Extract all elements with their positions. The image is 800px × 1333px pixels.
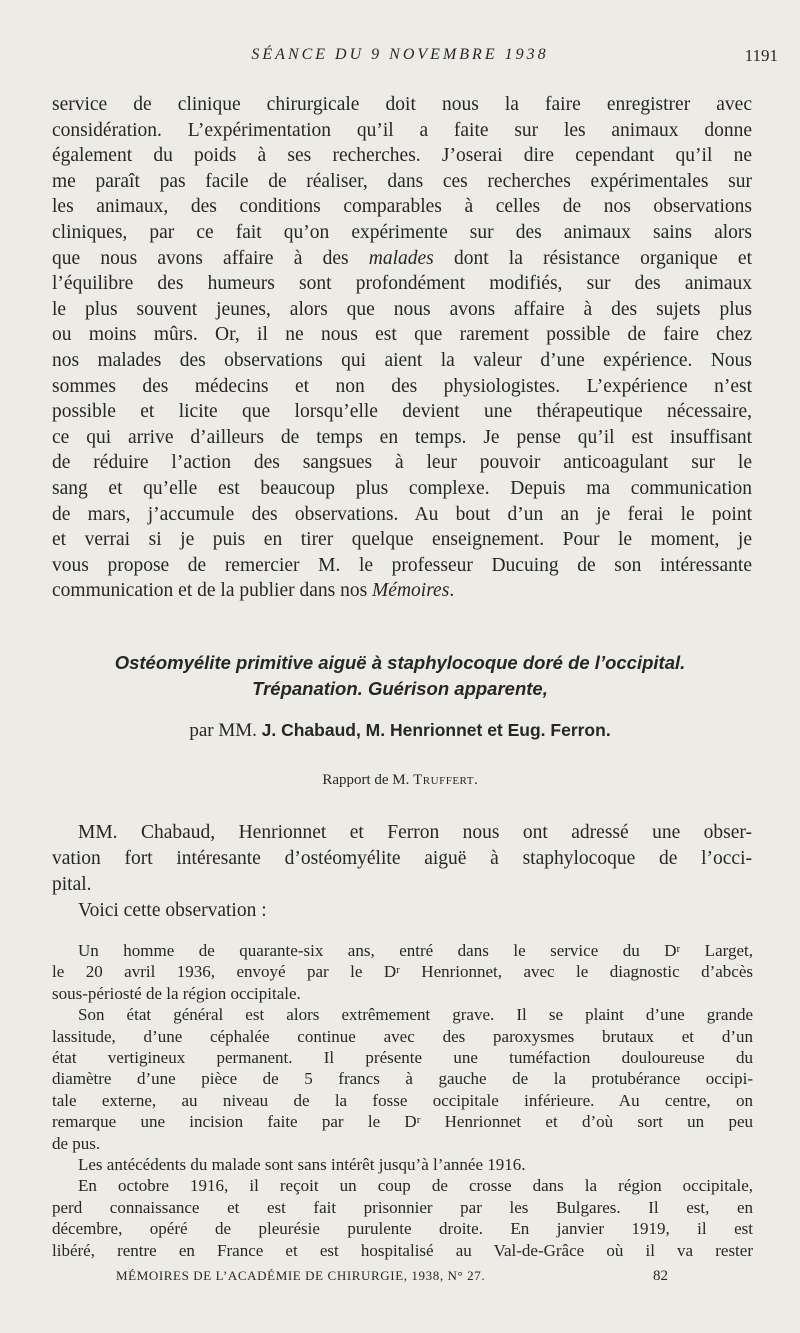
text-line: de mars, j’accumule des observations. Au bout d’un an je ferai le point — [52, 503, 752, 525]
text-line: possible et licite que lorsqu’elle devient une thérapeutique nécessaire, — [52, 401, 752, 423]
text-line: communication et de la publier dans nos Mémoires. — [52, 580, 455, 602]
text-line: MM. Chabaud, Henrionnet et Ferron nous ont adressé une obser- — [78, 822, 752, 843]
authors-prefix: par MM. — [189, 720, 257, 741]
text-line: considération. L’expérimentation qu’il a faite sur les animaux donne — [52, 119, 752, 141]
text-line: tale externe, au niveau de la fosse occipitale inférieure. Au centre, on — [52, 1090, 753, 1110]
italic-word: malades — [368, 247, 434, 269]
text-line: ou moins mûrs. Or, il ne nous est que rarement possible de faire chez — [52, 324, 752, 346]
text-line: décembre, opéré de pleurésie purulente droite. En janvier 1919, il est — [52, 1219, 753, 1239]
running-head — [0, 46, 800, 70]
text-line: remarque une incision faite par le $D^r$ Henrionnet et d’où sort un peu — [52, 1112, 753, 1132]
intro-text — [52, 820, 752, 924]
footer-text: MÉMOIRES DE L’ACADÉMIE DE CHIRURGIE, 1938, N° 27. — [116, 1268, 486, 1283]
text-line: vation fort intéresante d’ostéomyélite aiguë à staphylocoque de l’occi- — [52, 848, 752, 869]
page-number: 1191 — [744, 46, 778, 65]
text-line: lassitude, d’une céphalée continue avec des paroxysmes brutaux et d’un — [52, 1026, 753, 1046]
text-line: En octobre 1916, il reçoit un coup de crosse dans la région occipitale, — [78, 1176, 753, 1196]
rapport-prefix: Rapport de M. — [322, 772, 410, 788]
article-title-line: Trépanation. Guérison apparente, — [252, 678, 548, 699]
text-line: sommes des médecins et non des physiologistes. L’expérience n’est — [52, 375, 752, 397]
footer-number: 82 — [653, 1268, 668, 1284]
text-line: que nous avons affaire à des malades dont la résistance organique et — [52, 247, 753, 269]
text-line: de pus. — [52, 1133, 101, 1153]
text-line: l’équilibre des humeurs sont profondément modifiés, sur des animaux — [52, 273, 752, 295]
text-line: également du poids à ses recherches. J’oserai dire cependant qu’il ne — [52, 145, 752, 167]
text-line: ce qui arrive d’ailleurs de temps en temps. Je pense qu’il est insuffisant — [52, 426, 752, 448]
text-line: Un homme de quarante-six ans, entré dans le service du $D^r$ Larget, — [78, 941, 753, 960]
text-line: Les antécédents du malade sont sans intérêt jusqu’à l’année 1916. — [78, 1155, 526, 1175]
text-line: diamètre d’une pièce de 5 francs à gauche de la protubérance occipi- — [52, 1069, 753, 1089]
text-line: de réduire l’action des sangsues à leur pouvoir anticoagulant sur le — [52, 452, 752, 474]
running-title: SÉANCE DU 9 NOVEMBRE 1938 — [251, 46, 549, 63]
text-line: pital. — [52, 874, 92, 895]
text-line: état vertigineux permanent. Il présente une tuméfaction douloureuse du — [52, 1048, 753, 1068]
rapport-line: Rapport de M. Truffert. — [322, 772, 478, 788]
text-line: perd connaissance et est fait prisonnier par les Bulgares. Il est, en — [52, 1197, 753, 1217]
text-line: service de clinique chirurgicale doit nous la faire enregistrer avec — [52, 94, 752, 115]
article-authors — [0, 720, 800, 742]
text-line: vous propose de remercier M. le professeur Ducuing de son intéressante — [52, 554, 752, 576]
discussion-text — [52, 92, 752, 604]
text-line: sang et qu’elle est beaucoup plus complexe. Depuis ma communication — [52, 477, 752, 499]
article-title — [0, 650, 800, 702]
text-line: sous-périosté de la région occipitale. — [52, 983, 301, 1003]
text-line: les animaux, des conditions comparables à celles de nos observations — [52, 196, 752, 218]
text-line: cliniques, par ce fait qu’on expérimente sur des animaux sains alors — [52, 221, 752, 243]
page-footer — [0, 1268, 800, 1288]
authors-names: J. Chabaud, M. Henrionnet et Eug. Ferron. — [261, 720, 611, 740]
text-line: et verrai si je puis en tirer quelque enseignement. Pour le moment, je — [52, 529, 752, 551]
text-line: libéré, rentre en France et est hospitalisé au Val-de-Grâce où il va rester — [52, 1240, 753, 1260]
text-line: Son état général est alors extrêmement grave. Il se plaint d’une grande — [78, 1005, 753, 1025]
text-line: me paraît pas facile de réaliser, dans ces recherches expérimentales sur — [52, 170, 752, 192]
text-line: Voici cette observation : — [78, 900, 267, 921]
text-line: nos malades des observations qui aient la valeur d’une expérience. Nous — [52, 349, 752, 371]
observation-text — [52, 940, 753, 1261]
rapport-name: Truffert — [413, 772, 474, 788]
text-line: le plus souvent jeunes, alors que nous avons affaire à des sujets plus — [52, 298, 752, 320]
text-line: le 20 avril 1936, envoyé par le $D^r$ Henrionnet, avec le diagnostic d’abcès — [52, 962, 754, 982]
italic-word: Mémoires — [372, 580, 450, 602]
article-title-line: Ostéomyélite primitive aiguë à staphylocoque doré de l’occipital. — [114, 652, 686, 673]
